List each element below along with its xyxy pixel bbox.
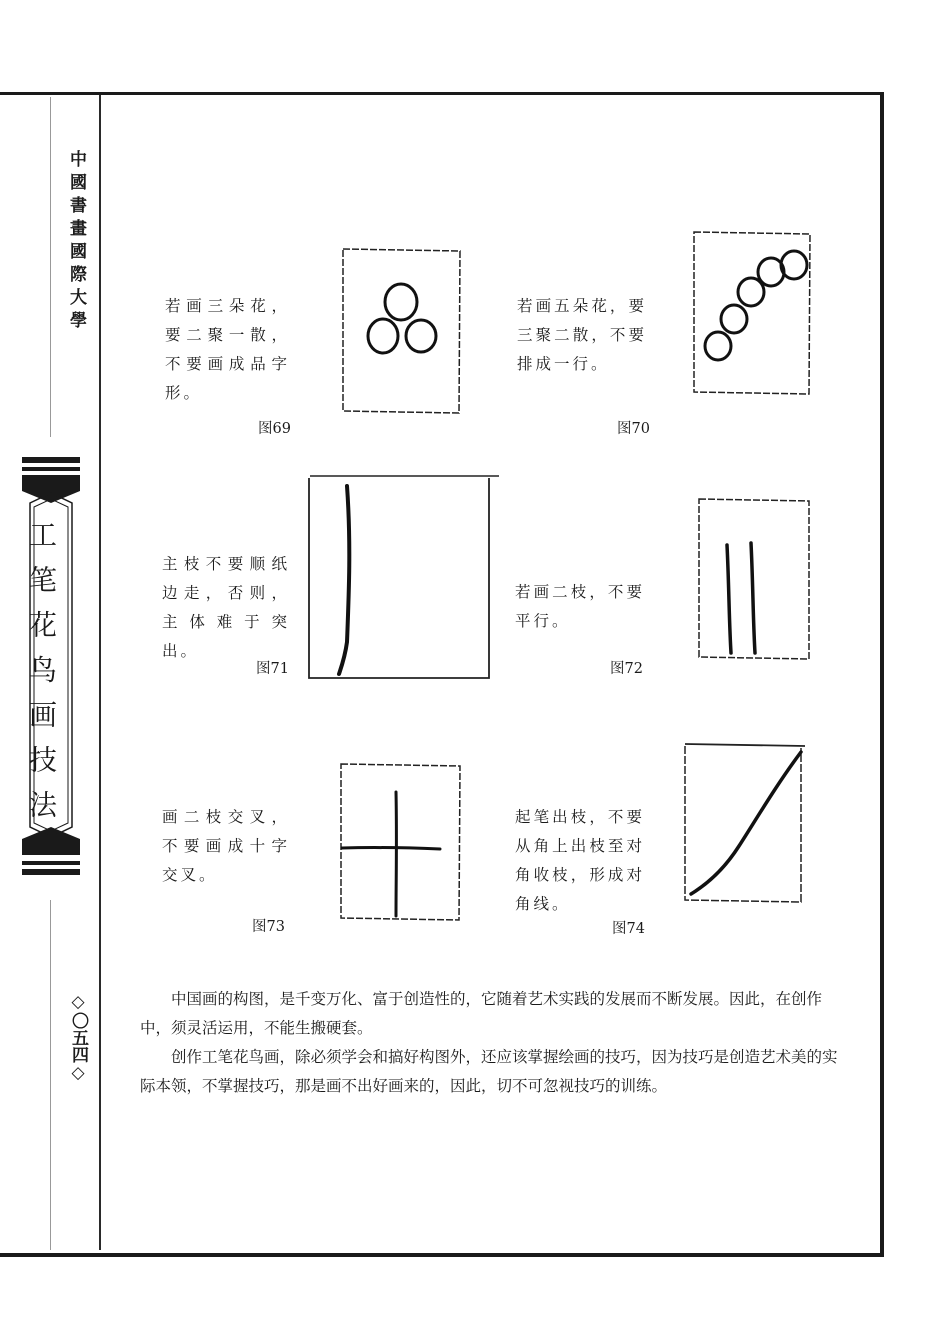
fig69-caption: 图69 (258, 421, 291, 437)
fig74-illustration (677, 738, 809, 908)
fig70-illustration (690, 228, 814, 398)
fig72-caption: 图72 (610, 661, 643, 677)
page-number-text: ◇〇五四◇ (68, 992, 88, 1083)
fig69-illustration (338, 245, 464, 417)
fig71-illustration (305, 472, 503, 682)
fig70-text: 若画五朵花，要三聚二散，不要排成一行。 (517, 297, 647, 373)
spine-line-top (50, 97, 51, 437)
fig73-illustration (336, 760, 464, 924)
fig69-text: 若画三朵花，要二聚一散，不要画成品字形。 (165, 297, 290, 402)
fig72-illustration (695, 495, 813, 663)
book-title: 工笔花鸟画技法 (25, 520, 58, 835)
fig72-text: 若画二枝，不要平行。 (515, 583, 645, 630)
body-text (140, 985, 850, 1101)
fig74-caption: 图74 (612, 921, 645, 937)
fig70-caption: 图70 (617, 421, 650, 437)
page-number (63, 992, 93, 1090)
fig73-text: 画二枝交叉，不要画成十字交叉。 (162, 808, 290, 884)
fig73-caption: 图73 (252, 919, 285, 935)
body-paragraph-2: 创作工笔花鸟画，除必须学会和搞好构图外，还应该掌握绘画的技巧，因为技巧是创造艺术美的实际本领，不掌握技巧，那是画不出好画来的，因此，切不可忽视技巧的训练。 (140, 1048, 838, 1095)
body-paragraph-1: 中国画的构图，是千变万化、富于创造性的，它随着艺术实践的发展而不断发展。因此，在创作中，须灵活运用，不能生搬硬套。 (140, 990, 823, 1037)
sidebar-divider (99, 95, 101, 1250)
fig71-caption: 图71 (256, 661, 289, 677)
university-name: 中國書畫國際大學 (66, 150, 86, 334)
fig71-text: 主枝不要顺纸边走，否则，主体难于突出。 (162, 555, 290, 660)
spine-line-bottom (50, 900, 51, 1250)
fig74-text: 起笔出枝，不要从角上出枝至对角收枝，形成对角线。 (515, 808, 645, 913)
